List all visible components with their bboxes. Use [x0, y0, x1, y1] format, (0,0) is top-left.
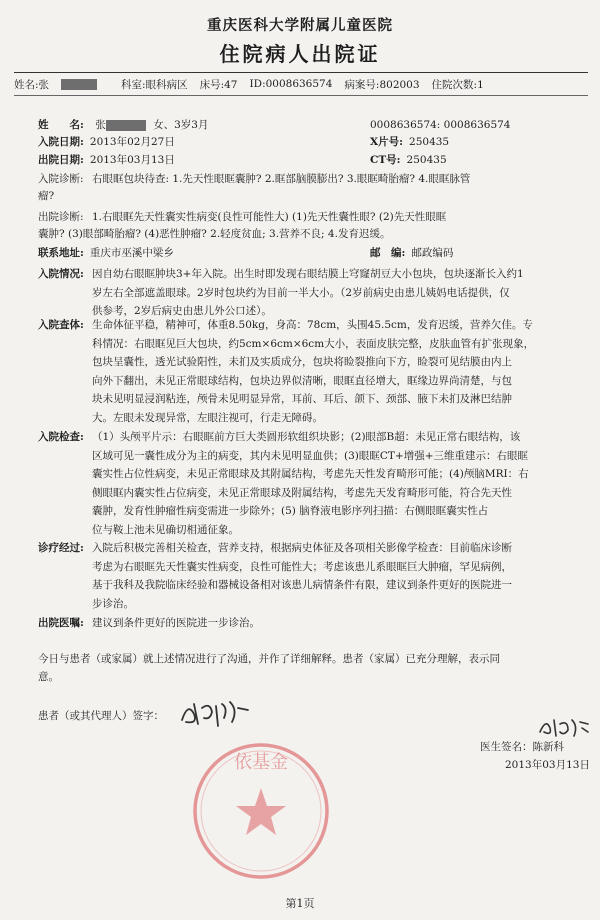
section-line: 大。左眼未发现异常，左眼注视可，行走无障碍。: [92, 412, 323, 424]
consent-l2: 意。: [38, 671, 59, 683]
section-line: 基于我科及我院临床经验和器械设备相对该患儿病情条件有限，建议到条件更好的医院进一: [92, 579, 512, 592]
section-line: 位与鞍上池未见确切相通征象。: [92, 524, 239, 536]
section-line: 因自幼右眼眶肿块3+年入院。出生时即发现右眼结膜上穹窿胡豆大小包块，包块逐渐长入约1: [92, 268, 524, 280]
redaction-block: [106, 120, 146, 131]
postcode-row: 邮 编: 邮政编码: [370, 247, 454, 259]
section-line: 侧眼眶内囊实性占位病变，未见正常眼球及附属结构，考虑先天发育畸形可能，符合先天性: [92, 486, 512, 499]
section-line: 入院后积极完善相关检查，营养支持，根据病史体征及各项相关影像学检查：目前临床诊断: [92, 542, 512, 554]
patient-sign-label: 患者（或其代理人）签字：: [38, 710, 164, 722]
official-seal: [186, 736, 336, 886]
section-line: 块未见明显浸润粘连，颅骨未见明显异常，耳前、耳后、颌下、颈部、腋下未扪及淋巴结肿: [92, 393, 512, 406]
section-line: 供参考，2岁后病史由患儿外公口述）。: [92, 305, 272, 318]
doctor-sign-row: 医生签名：陈新科: [480, 741, 564, 753]
admit-diagnosis-label: 入院诊断:: [38, 173, 84, 185]
xray-row: X片号: 250435: [370, 136, 450, 148]
consent-l1: 今日与患者（或家属）就上述情况进行了沟通，并作了详细解释。患者（家属）已充分理解，表示同: [38, 653, 500, 665]
discharge-date-row: 出院日期: 2013年03月13日: [38, 154, 175, 166]
address-row: 联系地址: 重庆市巫溪中梁乡: [38, 247, 174, 259]
section-line: 囊实性占位性病变，未见正常眼球及其附属结构，考虑先天性发育畸形可能；(4)颅脑MRI：右: [92, 468, 529, 481]
section-line: 区域可见一囊性成分为主的病变，其内未见明显血供；(3)眼眶CT+增强+三维重建示：右眼眶: [92, 449, 529, 462]
admit-date-row: 入院日期: 2013年02月27日: [38, 136, 175, 148]
section-heading: 入院查体:: [38, 319, 84, 331]
section-line: 考虑为右眼眶先天性囊实性病变，良性可能性大；考虑该患儿系眼眶巨大肿瘤，罕见病例，: [92, 560, 512, 573]
section-line: 科情况：右眼眶见巨大包块，约5cm×6cm×6cm大小，表面皮肤完整，皮肤血管有扩张现象，: [92, 337, 535, 350]
page-number: 第1页: [285, 897, 315, 910]
ct-row: CT号: 250435: [370, 154, 447, 166]
section-line: 建议到条件更好的医院进一步诊治。: [92, 617, 260, 629]
info-name: 姓名:张: [14, 77, 109, 92]
section-line: （1）头颅平片示：右眼眶前方巨大类圆形软组织块影；(2)眼部B超：未见正常右眼结构，该: [92, 431, 521, 443]
redaction-block: [61, 79, 97, 90]
document-title: 住院病人出院证: [219, 42, 381, 66]
out-diagnosis-label: 出院诊断:: [38, 211, 84, 223]
patient-signature: [176, 694, 256, 730]
admit-diagnosis-l2: 瘤?: [38, 190, 55, 202]
section-line: 生命体征平稳，精神可，体重8.50kg，身高：78cm，头围45.5cm，发育迟缓，营养欠佳。专: [92, 319, 533, 331]
section-line: 包块呈囊性，透光试验阳性，未扪及实质成分，包块将睑裂推向下方，睑裂可见结膜由内上: [92, 356, 512, 369]
info-times: 住院次数:1: [431, 78, 484, 91]
section-line: 囊肿，发育性肿瘤性病变需进一步除外；(5) 脑脊液电影序列扫描：右侧眼眶囊实性占: [92, 505, 489, 518]
section-line: 向外下翻出，未见正常眼球结构，包块边界似清晰，眼眶直径增大，眶缘边界尚清楚，与包: [92, 374, 512, 387]
patient-info-bar: [14, 72, 588, 96]
section-heading: 入院情况:: [38, 268, 84, 280]
patient-name-row: 姓 名: 张 女、3岁3月: [38, 119, 209, 131]
info-id: ID:0008636574: [249, 78, 333, 90]
out-diagnosis-l2: 囊肿? (3)眼部畸胎瘤? (4)恶性肿瘤? 2.轻度贫血; 3.营养不良; 4.发育迟缓。: [38, 228, 391, 240]
sign-date: 2013年03月13日: [505, 759, 590, 771]
section-heading: 入院检查:: [38, 431, 84, 443]
info-bed: 床号:47: [199, 78, 238, 91]
hospital-name: 重庆医科大学附属儿童医院: [207, 17, 393, 34]
section-heading: 出院医嘱:: [38, 617, 84, 629]
doctor-signature: [536, 712, 596, 740]
section-line: 步诊治。: [92, 597, 134, 610]
admit-diagnosis-l1: 右眼眶包块待查: 1.先天性眼眶囊肿? 2.眶部脑膜膨出? 3.眼眶畸胎瘤? 4.眼眶脉管: [92, 173, 471, 185]
section-line: 岁左右全部遮盖眼球。2岁时包块约为目前一半大小。（2岁前病史由患儿姨妈电话提供，仅: [92, 286, 510, 299]
info-record: 病案号:802003: [344, 78, 420, 91]
svg-text:依基金: 依基金: [234, 752, 288, 773]
info-dept: 科室:眼科病区: [121, 78, 188, 91]
section-heading: 诊疗经过:: [38, 542, 84, 554]
out-diagnosis-l1: 1.右眼眶先天性囊实性病变(良性可能性大) (1)先天性囊性眼? (2)先天性眼眶: [92, 211, 447, 223]
patient-id-pair: 0008636574: 0008636574: [370, 119, 511, 131]
